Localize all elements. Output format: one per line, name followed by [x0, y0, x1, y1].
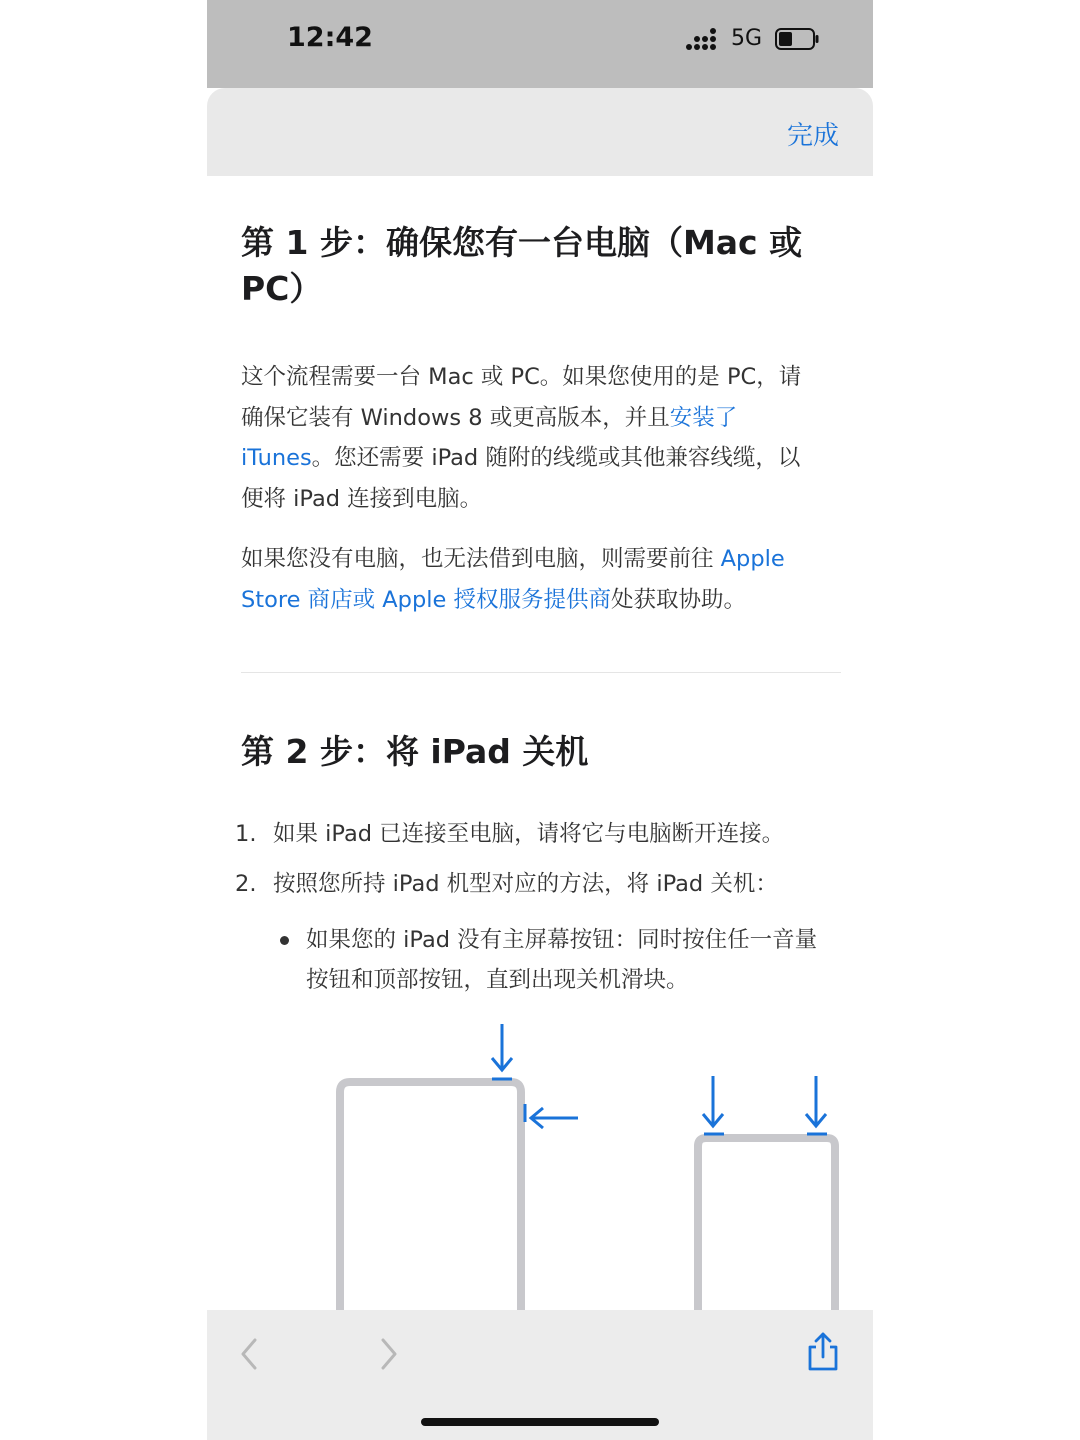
- authorized-provider-link[interactable]: Apple 授权服务提供商: [382, 586, 611, 613]
- or-text: 或: [352, 586, 383, 613]
- ipad-no-home-button-illustration: [340, 1024, 578, 1310]
- arrow-down-icon: [703, 1076, 723, 1126]
- step1-heading-line1: 第 1 步：确保您有一台电脑（Mac 或: [241, 223, 803, 262]
- arrow-down-icon: [492, 1024, 512, 1070]
- bullet-dot: [280, 936, 289, 945]
- step1-heading: [241, 220, 841, 312]
- itunes-link[interactable]: iTunes: [241, 445, 312, 471]
- network-type: 5G: [731, 26, 763, 51]
- step2-heading: 第 2 步：将 iPad 关机: [241, 732, 589, 771]
- step1-paragraph1: [241, 357, 841, 519]
- home-indicator: [421, 1418, 659, 1426]
- battery-icon: [775, 28, 819, 50]
- p2-line1: 如果您没有电脑，也无法借到电脑，则需要前往: [241, 546, 721, 572]
- status-time: 12:42: [287, 22, 373, 53]
- p2-line2: 处获取协助。: [610, 586, 746, 613]
- sheet-header: [207, 88, 873, 176]
- p1-line4: 便将 iPad 连接到电脑。: [241, 485, 483, 512]
- arrow-down-icon: [806, 1076, 826, 1126]
- list-item: 1. 如果 iPad 已连接至电脑，请将它与电脑断开连接。: [235, 821, 785, 847]
- status-bar: [207, 0, 873, 88]
- p1-line1: 这个流程需要一台 Mac 或 PC。如果您使用的是 PC，请: [241, 364, 802, 390]
- share-icon[interactable]: [801, 1330, 845, 1374]
- step1-heading-line2: PC）: [241, 269, 323, 308]
- arrow-left-icon: [531, 1108, 578, 1128]
- step1-paragraph2: [241, 539, 841, 620]
- signal-icon: [685, 28, 721, 52]
- ipad-small-illustration: [698, 1076, 835, 1310]
- install-link[interactable]: 安装了: [669, 404, 738, 431]
- done-button[interactable]: 完成: [787, 115, 839, 152]
- section-divider: [241, 672, 841, 673]
- bullet-item: 如果您的 iPad 没有主屏幕按钮：同时按住任一音量 按钮和顶部按钮，直到出现关机滑块。: [306, 927, 818, 993]
- phone-screen: [207, 0, 873, 1440]
- apple-store-link-part2[interactable]: Store 商店: [241, 586, 353, 613]
- p1-line3: 。您还需要 iPad 随附的线缆或其他兼容线缆，以: [311, 445, 801, 471]
- ipad-illustration: [207, 1010, 873, 1320]
- p1-line2: 确保它装有 Windows 8 或更高版本，并且: [241, 404, 670, 431]
- chevron-right-icon[interactable]: [367, 1332, 411, 1376]
- chevron-left-icon[interactable]: [227, 1332, 271, 1376]
- apple-store-link-part1[interactable]: Apple: [720, 546, 785, 572]
- list-item: 2. 按照您所持 iPad 机型对应的方法，将 iPad 关机：: [235, 871, 778, 897]
